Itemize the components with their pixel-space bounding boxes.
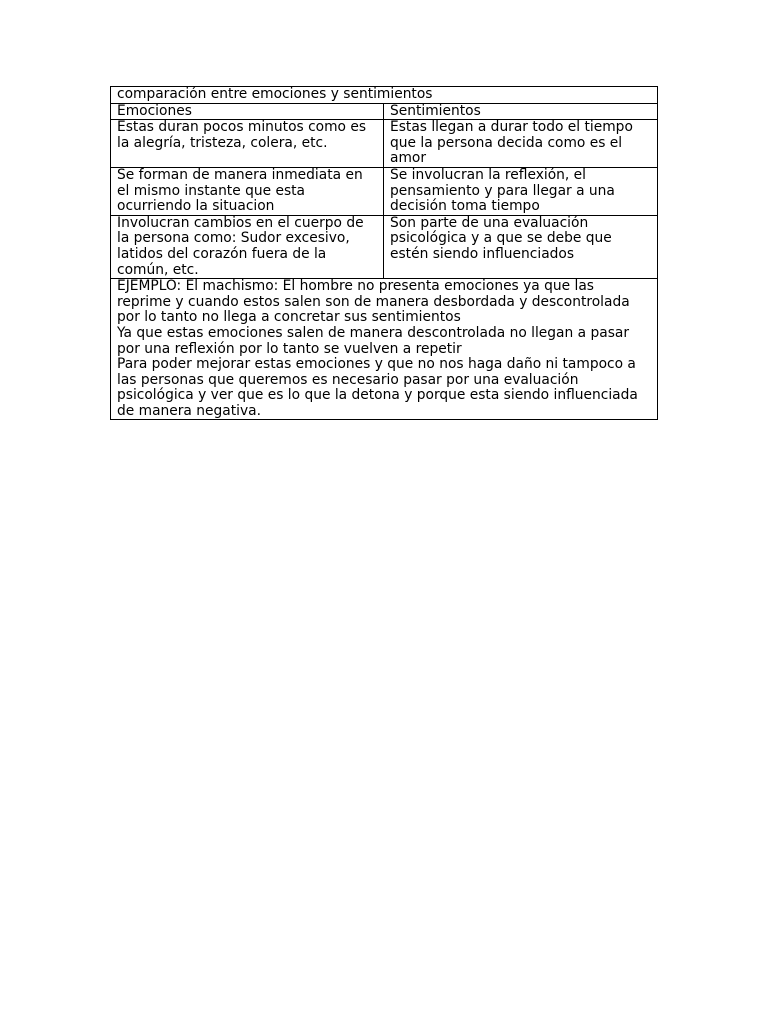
table-footer-row — [111, 279, 658, 420]
table-cell-emociones: Se forman de manera inmediata en el mismo instante que esta ocurriendo la situacion — [111, 167, 384, 215]
table-title-row — [111, 87, 658, 104]
table-cell-emociones: Involucran cambios en el cuerpo de la persona como: Sudor excesivo, latidos del corazón fuera de la común, etc. — [111, 215, 384, 278]
header-emociones: Emociones — [111, 103, 384, 120]
table-cell-sentimientos: Son parte de una evaluación psicológica y a que se debe que estén siendo influenciados — [384, 215, 658, 278]
table-row — [111, 215, 658, 278]
table-row — [111, 167, 658, 215]
table-title: comparación entre emociones y sentimientos — [111, 87, 658, 104]
example-cell — [111, 279, 658, 420]
header-sentimientos: Sentimientos — [384, 103, 658, 120]
table-cell-sentimientos: Estas llegan a durar todo el tiempo que la persona decida como es el amor — [384, 120, 658, 168]
example-paragraph: Ya que estas emociones salen de manera descontrolada no llegan a pasar por una reflexión por lo tanto se vuelven a repetir — [117, 324, 630, 357]
table-row — [111, 120, 658, 168]
table-cell-sentimientos: Se involucran la reflexión, el pensamiento y para llegar a una decisión toma tiempo — [384, 167, 658, 215]
table-cell-emociones: Estas duran pocos minutos como es la alegría, tristeza, colera, etc. — [111, 120, 384, 168]
example-paragraph: Para poder mejorar estas emociones y que no nos haga daño ni tampoco a las personas que queremos es necesario pasar por una evaluación psicológica y ver que es lo que la detona y porque esta siendo influenciada de manera negativa. — [117, 356, 638, 419]
table-header-row — [111, 103, 658, 120]
example-paragraph: EJEMPLO: El machismo: El hombre no presenta emociones ya que las reprime y cuando estos salen son de manera desbordada y descontrolada por lo tanto no llega a concretar sus sentimientos — [117, 278, 630, 326]
comparison-table — [110, 86, 658, 420]
